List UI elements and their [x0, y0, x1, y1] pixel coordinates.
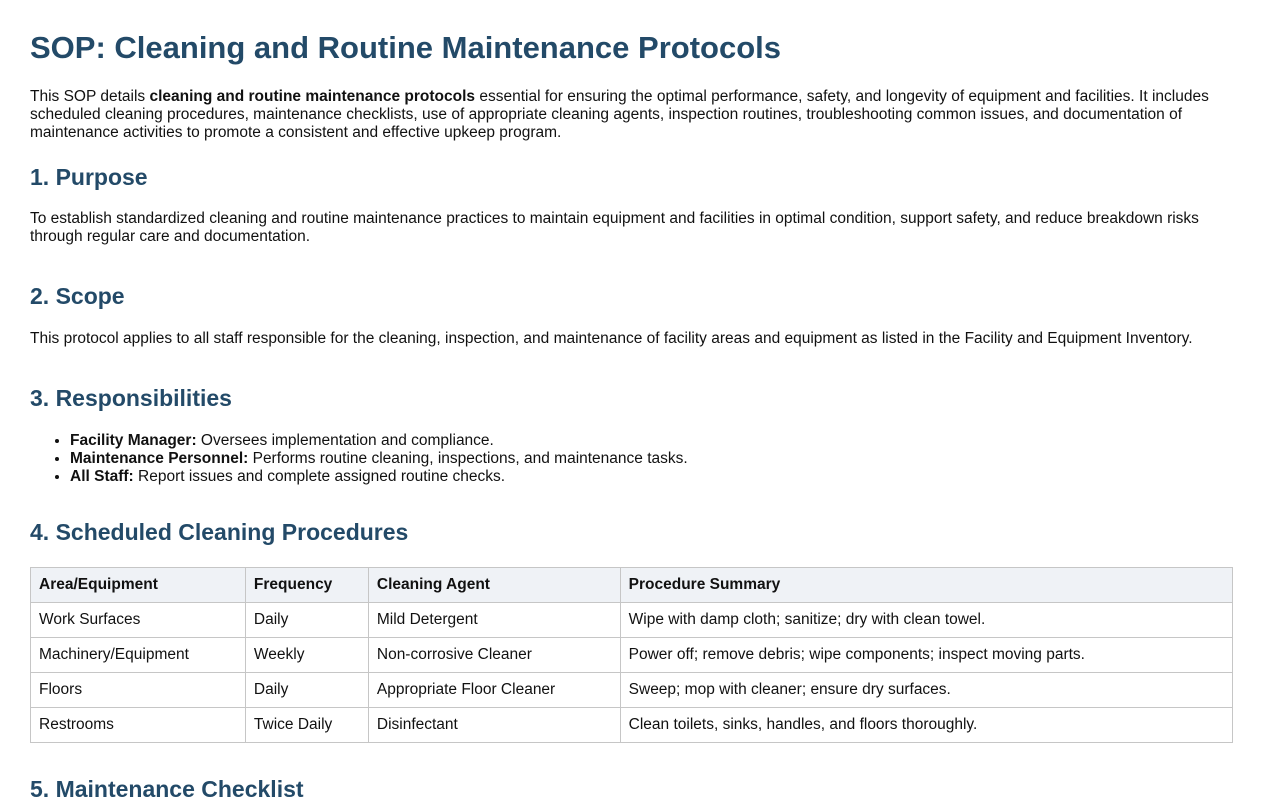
intro-text-bold: cleaning and routine maintenance protocols — [149, 88, 476, 105]
column-header-area: Area/Equipment — [31, 568, 246, 603]
list-item — [70, 450, 1233, 468]
table-row — [31, 638, 1233, 673]
cleaning-schedule-table — [30, 567, 1233, 743]
role-description: Report issues and complete assigned routine checks. — [133, 468, 506, 485]
section-heading-scheduled-cleaning: 4. Scheduled Cleaning Procedures — [30, 519, 409, 545]
role-label: All Staff: — [70, 468, 134, 485]
table-row — [31, 673, 1233, 708]
scope-text: This protocol applies to all staff responsible for the cleaning, inspection, and maintenance of facility areas and equipment as listed in the Facility and Equipment Inventory. — [30, 330, 1193, 347]
cell-cleaning-agent: Disinfectant — [368, 708, 620, 743]
cell-area: Work Surfaces — [31, 603, 246, 638]
intro-text-start: This SOP details — [30, 88, 150, 105]
role-description: Performs routine cleaning, inspections, and maintenance tasks. — [248, 450, 688, 467]
table-header-row — [31, 568, 1233, 603]
cell-frequency: Daily — [245, 673, 368, 708]
cell-area: Floors — [31, 673, 246, 708]
cell-frequency: Weekly — [245, 638, 368, 673]
role-label: Facility Manager: — [70, 432, 197, 449]
section-heading-maintenance-checklist: 5. Maintenance Checklist — [30, 776, 304, 802]
section-heading-scope: 2. Scope — [30, 283, 125, 309]
cell-area: Restrooms — [31, 708, 246, 743]
section-heading-purpose: 1. Purpose — [30, 164, 148, 190]
section-heading-responsibilities: 3. Responsibilities — [30, 385, 232, 411]
cell-procedure-summary: Clean toilets, sinks, handles, and floors thoroughly. — [620, 708, 1232, 743]
cell-procedure-summary: Sweep; mop with cleaner; ensure dry surfaces. — [620, 673, 1232, 708]
responsibilities-list — [30, 432, 1233, 486]
table-row — [31, 603, 1233, 638]
cell-frequency: Twice Daily — [245, 708, 368, 743]
page-title: SOP: Cleaning and Routine Maintenance Protocols — [30, 30, 781, 65]
cell-cleaning-agent: Mild Detergent — [368, 603, 620, 638]
cell-area: Machinery/Equipment — [31, 638, 246, 673]
role-description: Oversees implementation and compliance. — [196, 432, 494, 449]
table-row — [31, 708, 1233, 743]
column-header-procedure-summary: Procedure Summary — [620, 568, 1232, 603]
cell-cleaning-agent: Non-corrosive Cleaner — [368, 638, 620, 673]
column-header-cleaning-agent: Cleaning Agent — [368, 568, 620, 603]
cell-frequency: Daily — [245, 603, 368, 638]
cell-procedure-summary: Wipe with damp cloth; sanitize; dry with clean towel. — [620, 603, 1232, 638]
list-item — [70, 432, 1233, 450]
column-header-frequency: Frequency — [245, 568, 368, 603]
cell-cleaning-agent: Appropriate Floor Cleaner — [368, 673, 620, 708]
purpose-text: To establish standardized cleaning and routine maintenance practices to maintain equipment and facilities in optimal condition, support safety, and reduce breakdown risks through regular care and documentation. — [30, 210, 1199, 245]
intro-paragraph — [30, 88, 1233, 142]
intro-text-end: essential for ensuring the optimal performance, safety, and longevity of equipment and facilities. It includes scheduled cleaning procedures, maintenance checklists, use of appropriate cleaning agents, inspection routines, troubleshooting common issues, and documentation of maintenance activities to promote a consistent and effective upkeep program. — [30, 88, 1209, 141]
cell-procedure-summary: Power off; remove debris; wipe components; inspect moving parts. — [620, 638, 1232, 673]
list-item — [70, 468, 1233, 486]
role-label: Maintenance Personnel: — [70, 450, 249, 467]
